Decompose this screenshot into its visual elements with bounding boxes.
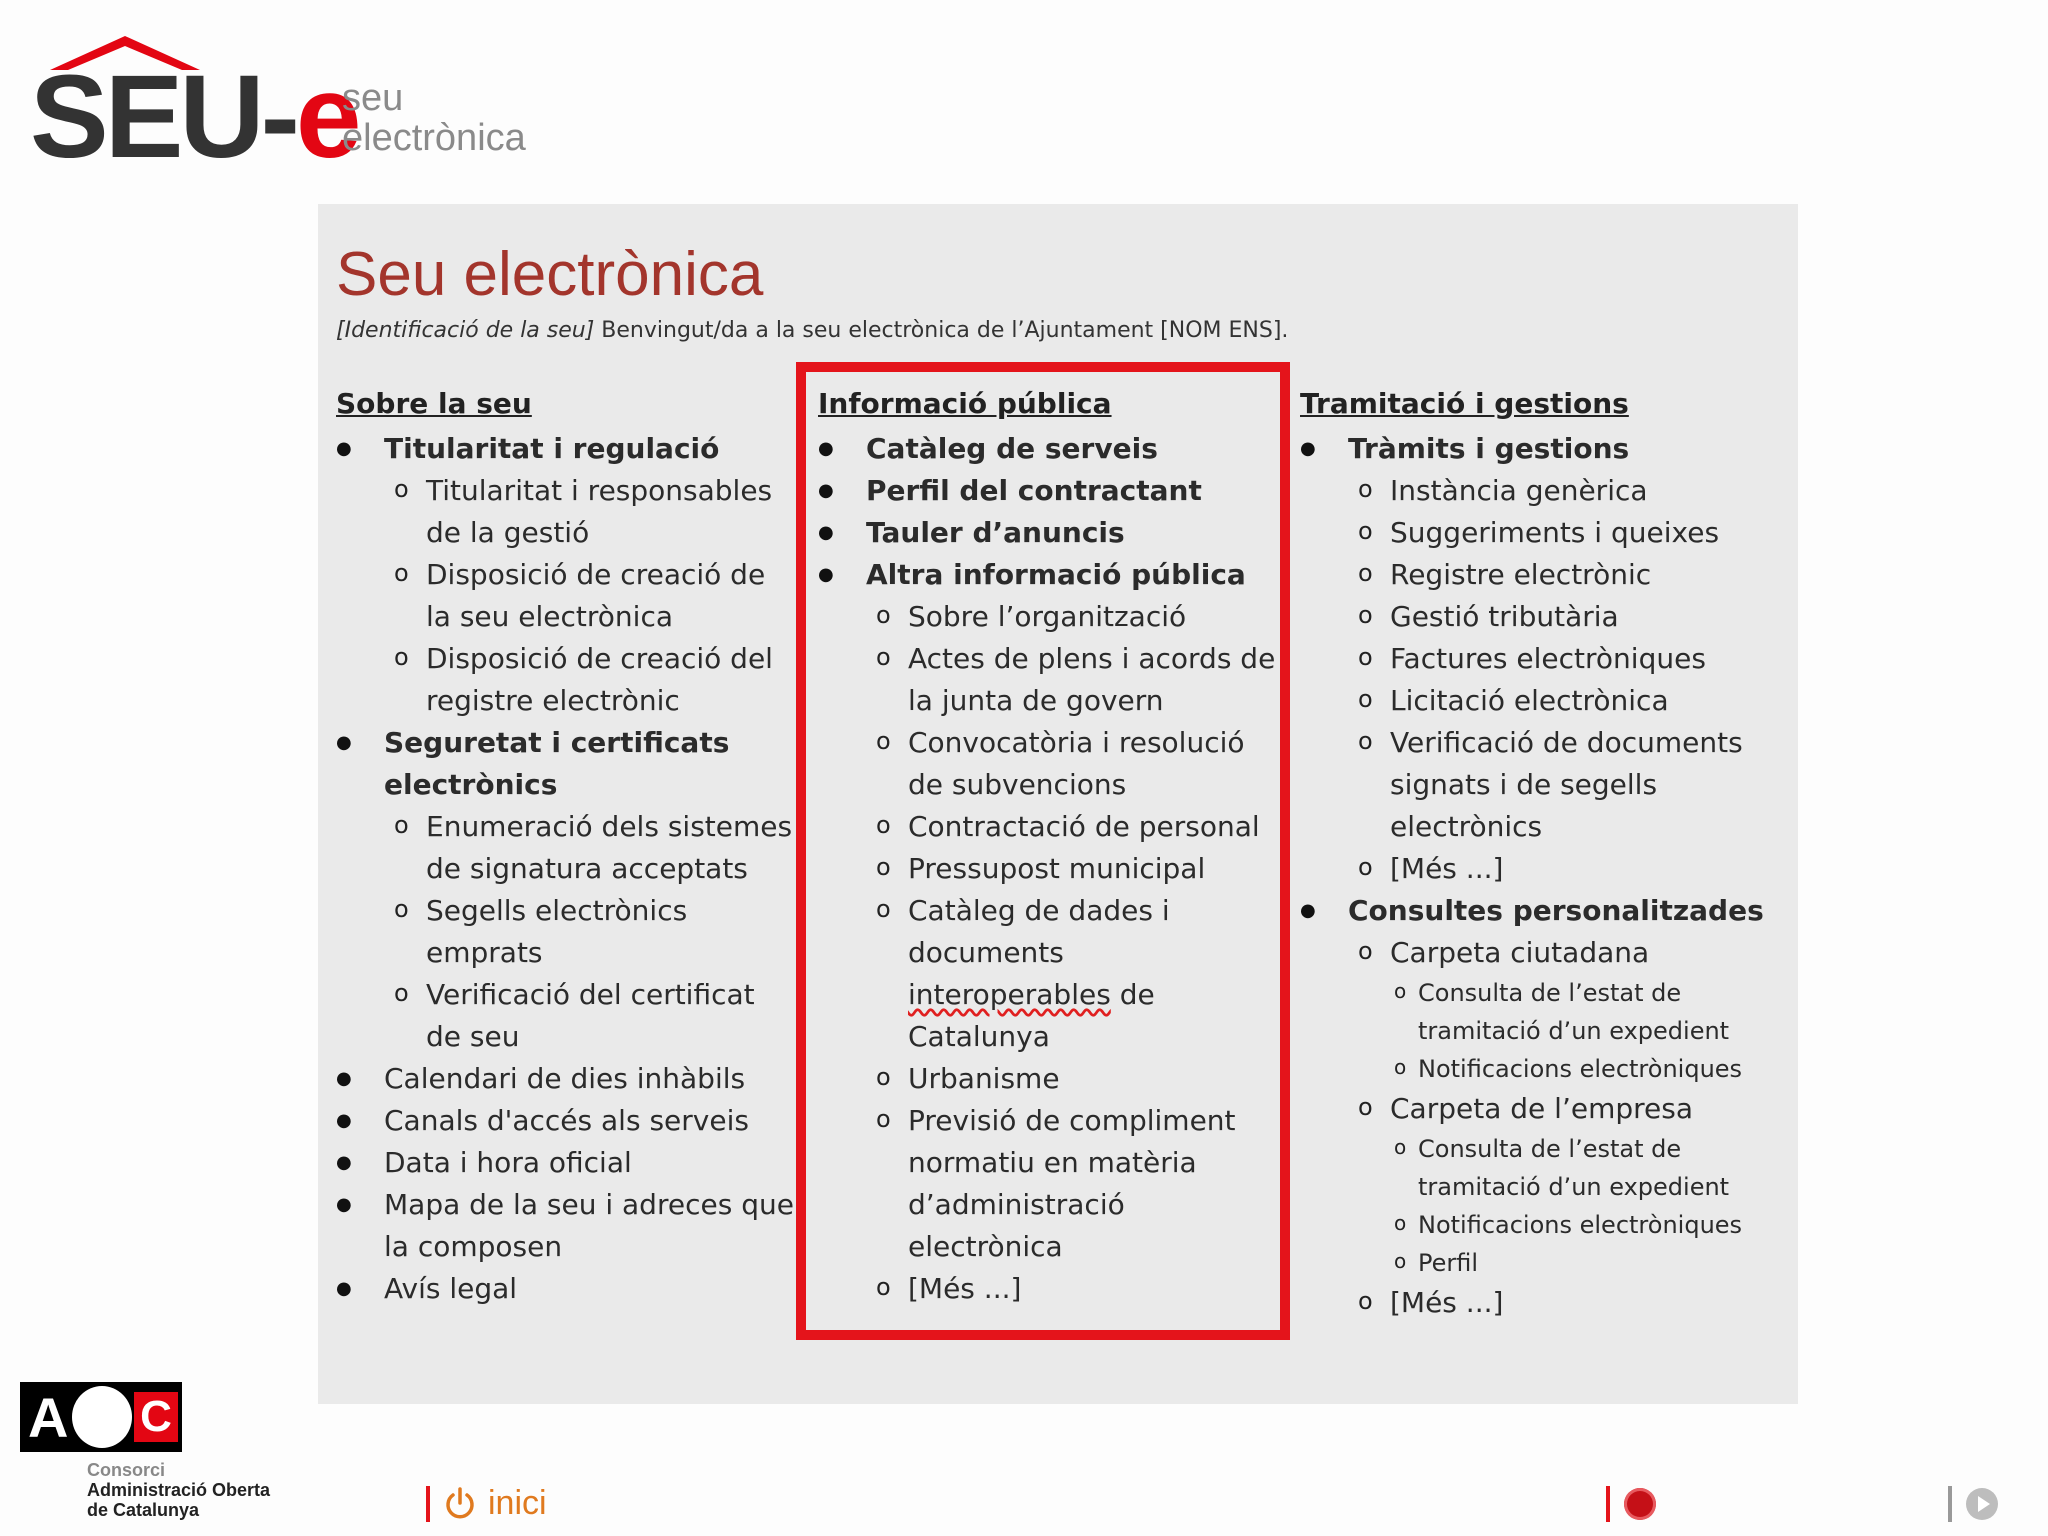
column-sobre-la-seu bbox=[336, 384, 796, 1310]
column-tramitacio bbox=[1300, 384, 1780, 1324]
list-item[interactable]: o Notificacions electròniques bbox=[1300, 1050, 1780, 1088]
list-item[interactable]: o Suggeriments i queixes bbox=[1300, 512, 1780, 554]
list-item[interactable]: o Disposició de creació de la seu electrònica bbox=[336, 554, 796, 638]
list-item[interactable]: o Titularitat i responsables de la gestió bbox=[336, 470, 796, 554]
column-heading[interactable]: Informació pública bbox=[818, 387, 1112, 420]
list-item[interactable]: o Segells electrònics emprats bbox=[336, 890, 796, 974]
slide-title: Seu electrònica bbox=[336, 240, 764, 309]
nav-divider bbox=[1948, 1486, 1952, 1522]
aoc-name: Consorci Administració Oberta de Catalunya bbox=[87, 1460, 271, 1520]
spellcheck-word: interoperables bbox=[908, 978, 1111, 1011]
aoc-logo bbox=[20, 1382, 270, 1520]
record-icon[interactable] bbox=[1624, 1488, 1656, 1520]
list-item[interactable]: o Enumeració dels sistemes de signatura acceptats bbox=[336, 806, 796, 890]
list-item[interactable]: o Verificació de documents signats i de segells electrònics bbox=[1300, 722, 1780, 848]
list-item[interactable]: o Gestió tributària bbox=[1300, 596, 1780, 638]
list-item[interactable]: o Carpeta ciutadana bbox=[1300, 932, 1780, 974]
list-item[interactable]: ● Consultes personalitzades bbox=[1300, 890, 1780, 932]
list-item[interactable]: ● Avís legal bbox=[336, 1268, 796, 1310]
list-item[interactable]: o Licitació electrònica bbox=[1300, 680, 1780, 722]
list-item[interactable]: o [Més ...] bbox=[818, 1268, 1278, 1310]
list-item[interactable]: o Contractació de personal bbox=[818, 806, 1278, 848]
list-item[interactable]: ● Seguretat i certificats electrònics bbox=[336, 722, 796, 806]
list-item[interactable]: o Factures electròniques bbox=[1300, 638, 1780, 680]
list-item[interactable]: o Registre electrònic bbox=[1300, 554, 1780, 596]
list-item[interactable]: ● Titularitat i regulació bbox=[336, 428, 796, 470]
list-item[interactable]: o [Més ...] bbox=[1300, 1282, 1780, 1324]
list-item[interactable]: ● Altra informació pública bbox=[818, 554, 1278, 596]
list-item[interactable]: o Disposició de creació del registre electrònic bbox=[336, 638, 796, 722]
list-item[interactable]: o Carpeta de l’empresa bbox=[1300, 1088, 1780, 1130]
list-item[interactable]: ● Catàleg de serveis bbox=[818, 428, 1278, 470]
home-label: inici bbox=[488, 1484, 547, 1522]
list-item[interactable]: o Previsió de compliment normatiu en matèria d’administració electrònica bbox=[818, 1100, 1278, 1268]
list-item[interactable]: ● Calendari de dies inhàbils bbox=[336, 1058, 796, 1100]
highlight-box bbox=[796, 362, 1290, 1340]
list-item[interactable]: o [Més ...] bbox=[1300, 848, 1780, 890]
column-heading[interactable]: Sobre la seu bbox=[336, 387, 532, 420]
home-button[interactable] bbox=[444, 1484, 547, 1523]
aoc-mark: A C bbox=[20, 1382, 182, 1452]
list-item[interactable]: o Sobre l’organització bbox=[818, 596, 1278, 638]
power-icon bbox=[444, 1487, 476, 1521]
list-item[interactable]: o Verificació del certificat de seu bbox=[336, 974, 796, 1058]
list-item[interactable]: o Convocatòria i resolució de subvencions bbox=[818, 722, 1278, 806]
column-heading[interactable]: Tramitació i gestions bbox=[1300, 387, 1629, 420]
nav-divider bbox=[426, 1486, 430, 1522]
list-item[interactable]: o Catàleg de dades i documents interoperables de Catalunya bbox=[818, 890, 1278, 1058]
list-item[interactable]: ● Tauler d’anuncis bbox=[818, 512, 1278, 554]
play-icon[interactable] bbox=[1966, 1488, 1998, 1520]
logo-wordmark: SEU-e bbox=[30, 51, 358, 183]
list-item[interactable]: ● Perfil del contractant bbox=[818, 470, 1278, 512]
seu-e-logo bbox=[30, 36, 550, 183]
list-item[interactable]: o Perfil bbox=[1300, 1244, 1780, 1282]
list-item[interactable]: o Pressupost municipal bbox=[818, 848, 1278, 890]
logo-subtitle: seu electrònica bbox=[342, 77, 526, 159]
list-item[interactable]: ● Mapa de la seu i adreces que la composen bbox=[336, 1184, 796, 1268]
list-item[interactable]: o Actes de plens i acords de la junta de govern bbox=[818, 638, 1278, 722]
list-item[interactable]: o Instància genèrica bbox=[1300, 470, 1780, 512]
list-item[interactable]: o Consulta de l’estat de tramitació d’un expedient bbox=[1300, 974, 1780, 1050]
list-item[interactable]: ● Canals d'accés als serveis bbox=[336, 1100, 796, 1142]
list-item[interactable]: ● Data i hora oficial bbox=[336, 1142, 796, 1184]
list-item[interactable]: o Notificacions electròniques bbox=[1300, 1206, 1780, 1244]
slide-subtitle: [Identificació de la seu] Benvingut/da a la seu electrònica de l’Ajuntament [NOM ENS]. bbox=[336, 318, 1289, 343]
list-item[interactable]: o Consulta de l’estat de tramitació d’un expedient bbox=[1300, 1130, 1780, 1206]
nav-divider bbox=[1606, 1486, 1610, 1522]
list-item[interactable]: ● Tràmits i gestions bbox=[1300, 428, 1780, 470]
list-item[interactable]: o Urbanisme bbox=[818, 1058, 1278, 1100]
